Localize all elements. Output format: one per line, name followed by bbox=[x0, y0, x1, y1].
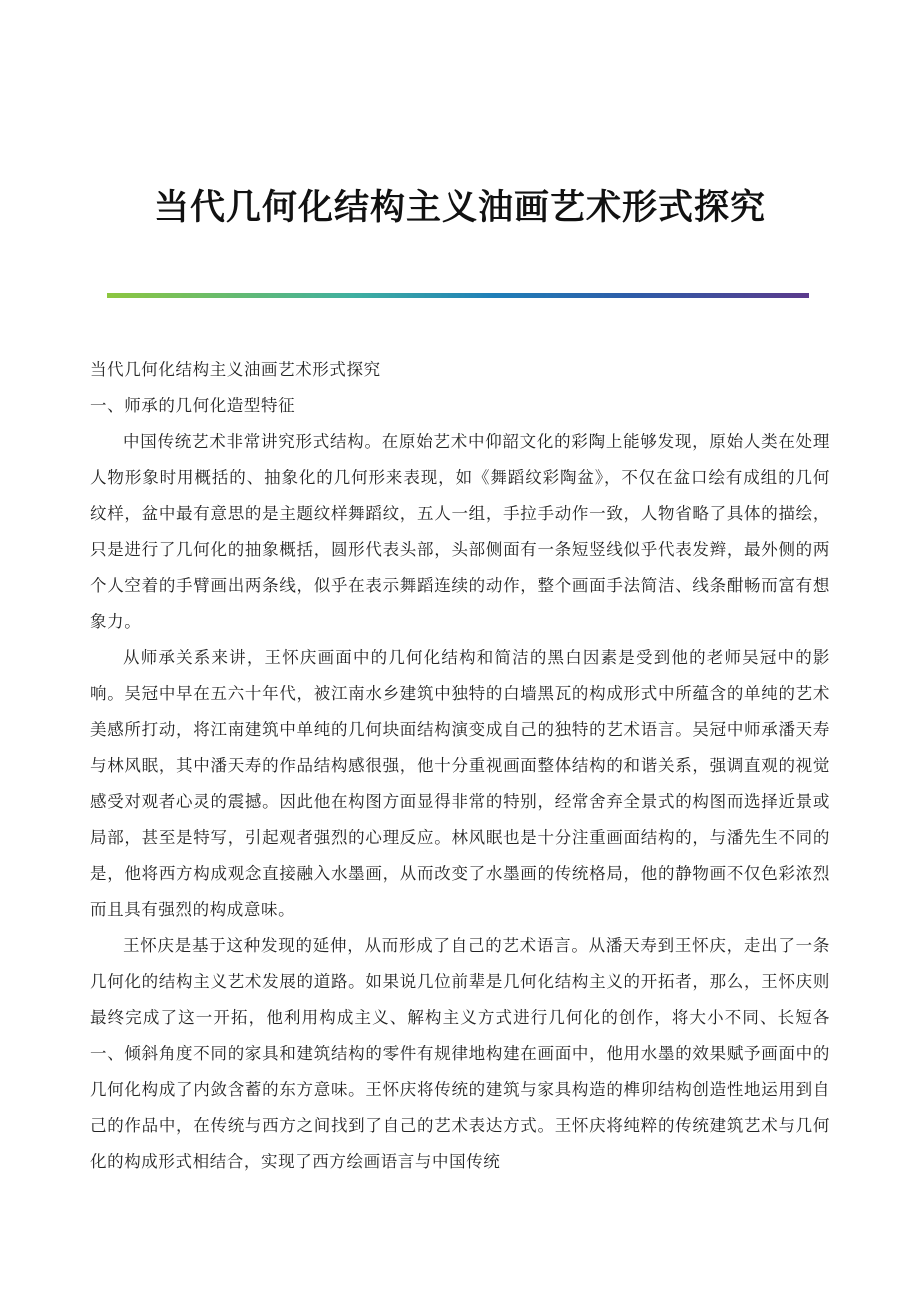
paragraph-3: 王怀庆是基于这种发现的延伸，从而形成了自己的艺术语言。从潘天寿到王怀庆，走出了一条几何化的结构主义艺术发展的道路。如果说几位前辈是几何化结构主义的开拓者，那么，王怀庆则最终完成了这一开拓，他利用构成主义、解构主义方式进行几何化的创作，将大小不同、长短各一、倾斜角度不同的家具和建筑结构的零件有规律地构建在画面中，他用水墨的效果赋予画面中的几何化构成了内敛含蓄的东方意味。王怀庆将传统的建筑与家具构造的榫卯结构创造性地运用到自己的作品中，在传统与西方之间找到了自己的艺术表达方式。王怀庆将纯粹的传统建筑艺术与几何化的构成形式相结合，实现了西方绘画语言与中国传统 bbox=[90, 936, 830, 1171]
document-body bbox=[90, 352, 830, 1180]
section-heading: 一、师承的几何化造型特征 bbox=[90, 396, 296, 415]
title-divider bbox=[107, 293, 809, 298]
document-title: 当代几何化结构主义油画艺术形式探究 bbox=[153, 188, 766, 228]
body-title: 当代几何化结构主义油画艺术形式探究 bbox=[90, 360, 381, 379]
paragraph-1: 中国传统艺术非常讲究形式结构。在原始艺术中仰韶文化的彩陶上能够发现，原始人类在处理人物形象时用概括的、抽象化的几何形来表现，如《舞蹈纹彩陶盆》，不仅在盆口绘有成组的几何纹样，盆中最有意思的是主题纹样舞蹈纹，五人一组，手拉手动作一致，人物省略了具体的描绘，只是进行了几何化的抽象概括，圆形代表头部，头部侧面有一条短竖线似乎代表发辫，最外侧的两个人空着的手臂画出两条线，似乎在表示舞蹈连续的动作，整个画面手法简洁、线条酣畅而富有想象力。 bbox=[90, 432, 830, 631]
paragraph-2: 从师承关系来讲，王怀庆画面中的几何化结构和简洁的黑白因素是受到他的老师吴冠中的影响。吴冠中早在五六十年代，被江南水乡建筑中独特的白墙黑瓦的构成形式中所蕴含的单纯的艺术美感所打动，将江南建筑中单纯的几何块面结构演变成自己的独特的艺术语言。吴冠中师承潘天寿与林风眠，其中潘天寿的作品结构感很强，他十分重视画面整体结构的和谐关系，强调直观的视觉感受对观者心灵的震撼。因此他在构图方面显得非常的特别，经常舍弃全景式的构图而选择近景或局部，甚至是特写，引起观者强烈的心理反应。林风眠也是十分注重画面结构的，与潘先生不同的是，他将西方构成观念直接融入水墨画，从而改变了水墨画的传统格局，他的静物画不仅色彩浓烈而且具有强烈的构成意味。 bbox=[90, 648, 830, 919]
